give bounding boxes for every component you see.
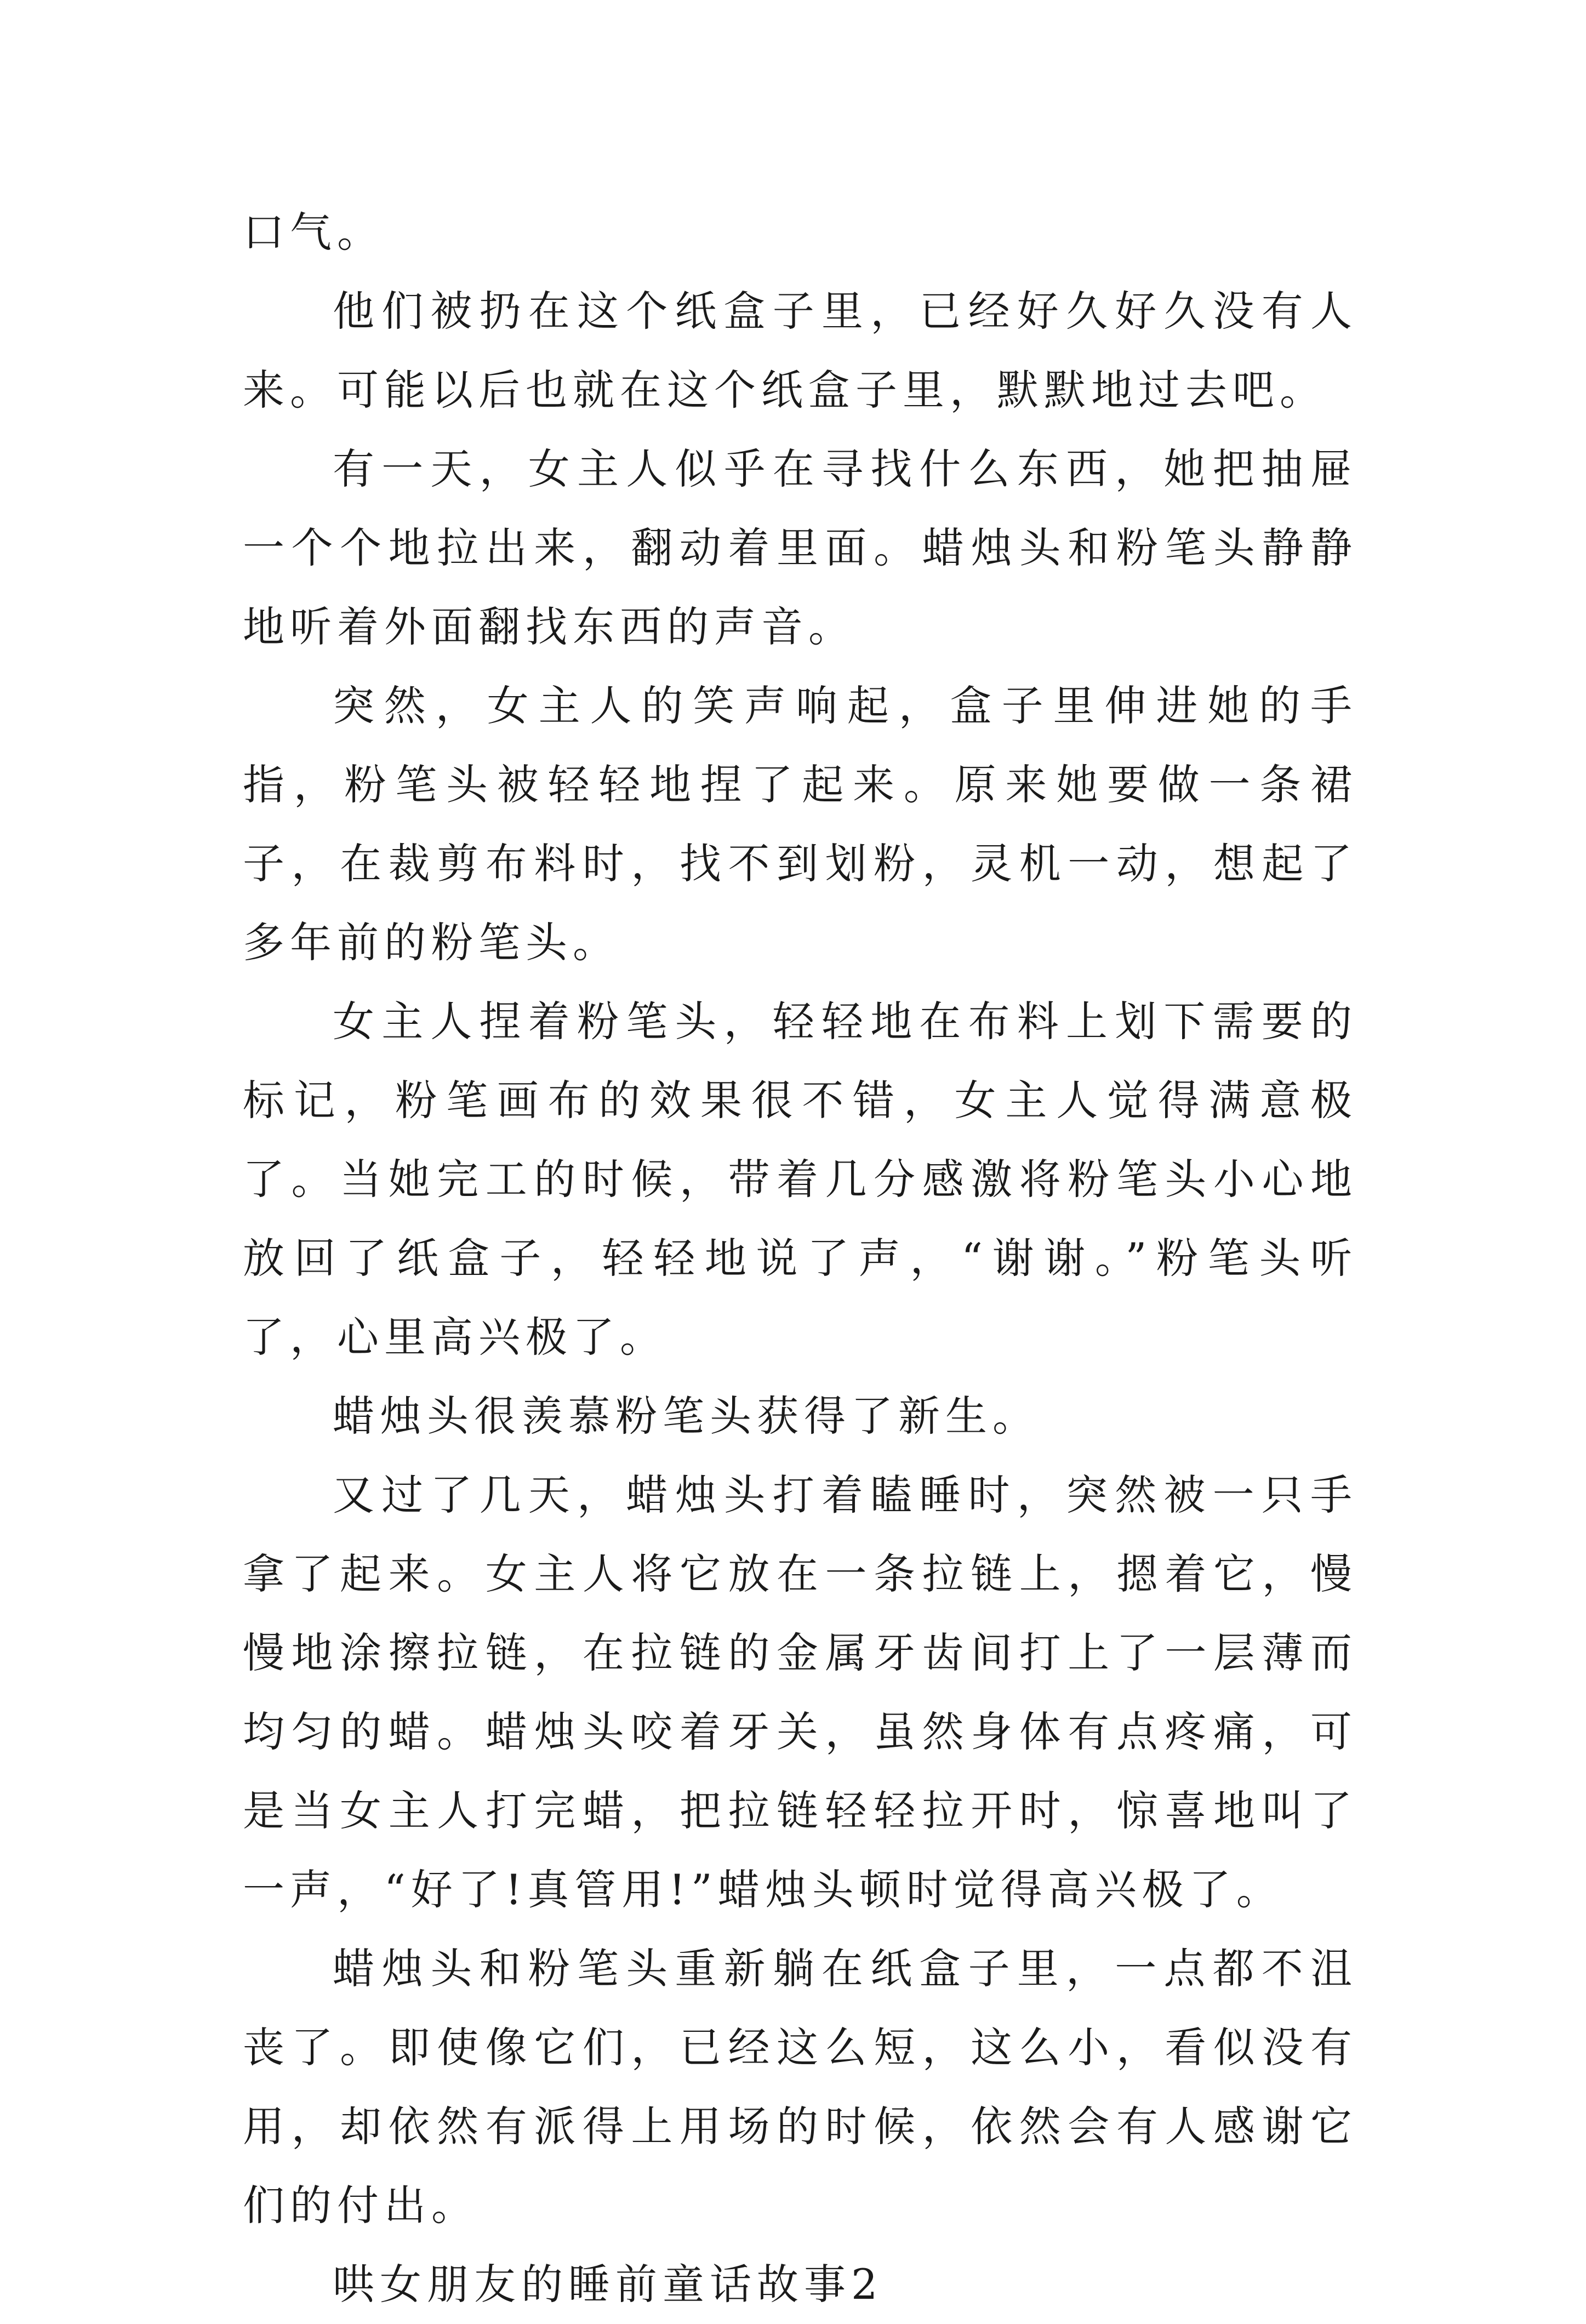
section-heading: 哄女朋友的睡前童话故事2 xyxy=(333,2260,883,2309)
body-text xyxy=(243,193,1357,2324)
paragraph: 突然，女主人的笑声响起，盒子里伸进她的手指，粉笔头被轻轻地捏了起来。原来她要做一条裙子，在裁剪布料时，找不到划粉，灵机一动，想起了多年前的粉笔头。 xyxy=(243,681,1357,967)
paragraph: 又过了几天，蜡烛头打着瞌睡时，突然被一只手拿了起来。女主人将它放在一条拉链上，摁着它，慢慢地涂擦拉链，在拉链的金属牙齿间打上了一层薄而均匀的蜡。蜡烛头咬着牙关，虽然身体有点疼痛，可是当女主人打完蜡，把拉链轻轻拉开时，惊喜地叫了一声，“好了!真管用!”蜡烛头顿时觉得高兴极了。 xyxy=(243,1471,1357,1914)
paragraph: 蜡烛头和粉笔头重新躺在纸盒子里，一点都不沮丧了。即使像它们，已经这么短，这么小，看似没有用，却依然有派得上用场的时候，依然会有人感谢它们的付出。 xyxy=(243,1944,1357,2230)
paragraph: 口气。 xyxy=(243,208,384,257)
paragraph: 有一天，女主人似乎在寻找什么东西，她把抽屉一个个地拉出来，翻动着里面。蜡烛头和粉笔头静静地听着外面翻找东西的声音。 xyxy=(243,445,1357,651)
paragraph: 女主人捏着粉笔头，轻轻地在布料上划下需要的标记，粉笔画布的效果很不错，女主人觉得满意极了。当她完工的时候，带着几分感激将粉笔头小心地放回了纸盒子，轻轻地说了声，“谢谢。”粉笔头听了，心里高兴极了。 xyxy=(243,997,1357,1362)
paragraph: 他们被扔在这个纸盒子里，已经好久好久没有人来。可能以后也就在这个纸盒子里，默默地过去吧。 xyxy=(243,287,1357,414)
paragraph: 蜡烛头很羡慕粉笔头获得了新生。 xyxy=(333,1392,1040,1440)
